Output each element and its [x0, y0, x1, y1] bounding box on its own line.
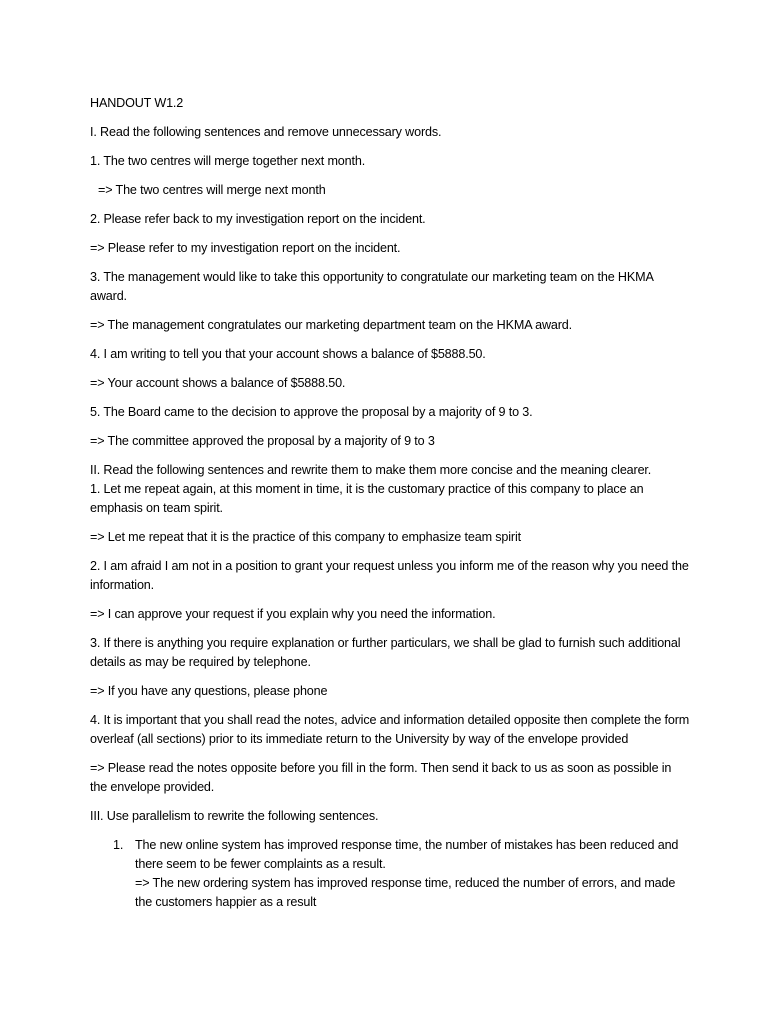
s1-answer-4: => Your account shows a balance of $5888.50. — [90, 376, 346, 390]
s3-item-number: 1. — [113, 838, 124, 852]
s2-answer-1: => Let me repeat that it is the practice of this company to emphasize team spirit — [90, 530, 521, 544]
s1-question-1: 1. The two centres will merge together next month. — [90, 154, 366, 168]
s1-answer-1: => The two centres will merge next month — [98, 183, 326, 197]
s1-question-2: 2. Please refer back to my investigation report on the incident. — [90, 212, 426, 226]
s2-question-2: 2. I am afraid I am not in a position to grant your request unless you inform me of the reason why you need the information. — [90, 559, 689, 592]
section-3-title: III. Use parallelism to rewrite the following sentences. — [90, 809, 379, 823]
s3-question-1: The new online system has improved response time, the number of mistakes has been reduced and there seem to be fewer complaints as a result. — [135, 838, 679, 871]
s3-answer-1: => The new ordering system has improved response time, reduced the number of errors, and made the customers happier as a result — [135, 876, 676, 909]
s3-list-item-1 — [90, 836, 690, 912]
handout-page — [90, 94, 690, 912]
section-2-title: II. Read the following sentences and rewrite them to make them more concise and the meaning clearer. — [90, 463, 652, 477]
s1-answer-3: => The management congratulates our marketing department team on the HKMA award. — [90, 318, 572, 332]
s1-answer-5: => The committee approved the proposal by a majority of 9 to 3 — [90, 434, 435, 448]
s1-question-3: 3. The management would like to take this opportunity to congratulate our marketing team on the HKMA award. — [90, 270, 654, 303]
s2-answer-2: => I can approve your request if you explain why you need the information. — [90, 607, 496, 621]
s2-answer-4: => Please read the notes opposite before you fill in the form. Then send it back to us as soon as possible in the envelope provided. — [90, 761, 672, 794]
handout-heading: HANDOUT W1.2 — [90, 96, 184, 110]
s1-answer-2: => Please refer to my investigation report on the incident. — [90, 241, 401, 255]
s2-question-1: 1. Let me repeat again, at this moment in time, it is the customary practice of this company to place an emphasis on team spirit. — [90, 482, 644, 515]
s2-question-4: 4. It is important that you shall read the notes, advice and information detailed opposite then complete the form overleaf (all sections) prior to its immediate return to the University by way of the envelope provided — [90, 713, 690, 746]
s2-question-3: 3. If there is anything you require explanation or further particulars, we shall be glad to furnish such additional details as may be required by telephone. — [90, 636, 681, 669]
s1-question-5: 5. The Board came to the decision to approve the proposal by a majority of 9 to 3. — [90, 405, 533, 419]
section-1-title: I. Read the following sentences and remove unnecessary words. — [90, 125, 442, 139]
s1-question-4: 4. I am writing to tell you that your account shows a balance of $5888.50. — [90, 347, 486, 361]
s2-answer-3: => If you have any questions, please phone — [90, 684, 328, 698]
